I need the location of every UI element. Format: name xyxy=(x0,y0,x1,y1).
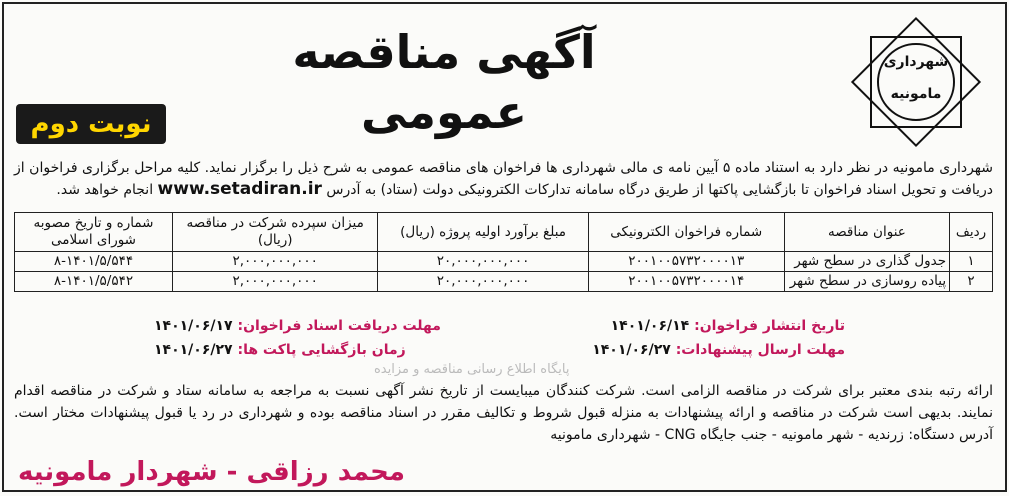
intro-paragraph xyxy=(14,158,993,201)
submit-deadline xyxy=(592,342,845,358)
call-number: ۲۰۰۱۰۰۵۷۳۲۰۰۰۰۱۳ xyxy=(588,252,784,272)
opening-time-label: زمان بازگشایی پاکت ها: xyxy=(237,342,406,358)
terms-paragraph: ارائه رتبه بندی معتبر برای شرکت در مناقصه الزامی است. شرکت کنندگان میبایست از تاریخ نشر آگهی نسبت به مراجعه به سامانه ستاد و شرکت در مناقصه اقدام نمایند. بدیهی است شرکت در مناقصه و ارائه پیشنهادات به منزله قبول شروط و تکالیف مقرر در اسناد مناقصه بوده و شهرداری در رد یا قبول پیشنهادات مختار است. آدرس دستگاه: زرندیه - شهر مامونیه - جنب جایگاه CNG - شهرداری مامونیه xyxy=(14,383,993,443)
row-number: ۲ xyxy=(950,272,993,292)
submit-deadline-value: ۱۴۰۱/۰۶/۲۷ xyxy=(592,342,671,358)
opening-time-value: ۱۴۰۱/۰۶/۲۷ xyxy=(154,342,233,358)
council-approval: ۸-۱۴۰۱/۵/۵۴۲ xyxy=(15,272,173,292)
table-header-row xyxy=(15,213,993,252)
header-call-number: شماره فراخوان الکترونیکی xyxy=(588,213,784,252)
publish-date-value: ۱۴۰۱/۰۶/۱۴ xyxy=(610,318,690,334)
table-row xyxy=(15,252,993,272)
receive-deadline-value: ۱۴۰۱/۰۶/۱۷ xyxy=(154,318,233,334)
tender-title: پیاده روسازی در سطح شهر xyxy=(784,272,949,292)
header-council-approval: شماره و تاریخ مصوبه شورای اسلامی xyxy=(15,213,173,252)
publish-date-label: تاریخ انتشار فراخوان: xyxy=(694,318,845,334)
intro-suffix: انجام خواهد شد. xyxy=(56,182,154,198)
header-row-number: ردیف xyxy=(950,213,993,252)
dates-block xyxy=(154,318,845,366)
intro-text: شهرداری مامونیه در نظر دارد به استناد ماده ۵ آیین نامه ی مالی شهرداری ها فراخوان های مناقصه عمومی به شرح ذیل را برگزار نماید. کلیه مراحل برگزاری فراخوان از دریافت و تحویل اسناد فراخوان تا بازگشایی پاکتها از طریق درگاه سامانه تدارکات الکترونیکی دولت (ستاد) به آدرس xyxy=(14,160,993,198)
council-approval: ۸-۱۴۰۱/۵/۵۴۴ xyxy=(15,252,173,272)
watermark: پایگاه اطلاع رسانی مناقصه و مزایده xyxy=(374,362,570,377)
tender-advertisement xyxy=(2,2,1007,492)
header-estimate: مبلغ برآورد اولیه پروژه (ریال) xyxy=(378,213,588,252)
opening-time xyxy=(154,342,406,358)
row-number: ۱ xyxy=(950,252,993,272)
receive-deadline xyxy=(154,318,441,334)
receive-deadline-label: مهلت دریافت اسناد فراخوان: xyxy=(237,318,441,334)
submit-deadline-label: مهلت ارسال پیشنهادات: xyxy=(675,342,845,358)
estimate-amount: ۲۰,۰۰۰,۰۰۰,۰۰۰ xyxy=(378,252,588,272)
call-number: ۲۰۰۱۰۰۵۷۳۲۰۰۰۰۱۴ xyxy=(588,272,784,292)
logo-line-2: مامونیه xyxy=(890,86,942,102)
logo-line-1: شهرداری xyxy=(883,54,949,70)
publish-date xyxy=(611,318,845,334)
table-row xyxy=(15,272,993,292)
estimate-amount: ۲۰,۰۰۰,۰۰۰,۰۰۰ xyxy=(378,272,588,292)
round-badge: نوبت دوم xyxy=(16,104,166,144)
deposit-amount: ۲,۰۰۰,۰۰۰,۰۰۰ xyxy=(173,272,378,292)
header-title: عنوان مناقصه xyxy=(784,213,949,252)
setad-url-link[interactable]: www.setadiran.ir xyxy=(157,179,322,199)
page-title: آگهی مناقصه عمومی xyxy=(292,25,596,139)
deposit-amount: ۲,۰۰۰,۰۰۰,۰۰۰ xyxy=(173,252,378,272)
header-deposit: میزان سپرده شرکت در مناقصه (ریال) xyxy=(173,213,378,252)
signature: محمد رزاقی - شهردار مامونیه xyxy=(18,457,405,487)
municipality-logo xyxy=(841,12,991,152)
logo-emblem-icon xyxy=(841,12,991,152)
tender-title: جدول گذاری در سطح شهر xyxy=(784,252,949,272)
tender-table xyxy=(14,212,993,292)
